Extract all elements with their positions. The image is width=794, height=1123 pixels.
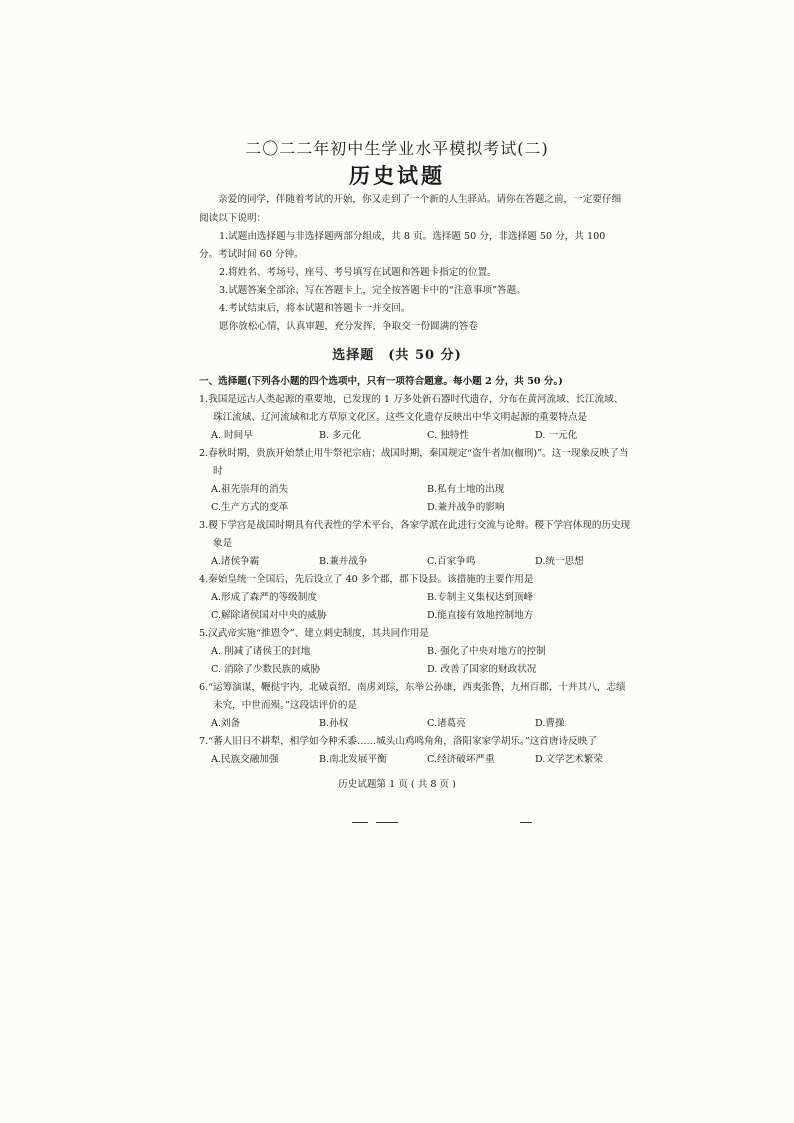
option-grid [199,589,631,625]
option-c: C.百家争鸣 [427,556,476,567]
question-list [199,391,631,769]
option-b: B. 强化了中央对地方的控制 [427,646,546,657]
option-d: D.文学艺术繁荣 [535,754,603,765]
section-title [0,344,794,363]
notice-list [199,228,625,336]
question-stem: 3.稷下学宫是战国时期具有代表性的学术平台，各家学派在此进行交流与论辩。稷下学宫体现的历史现象是 [199,520,631,549]
option-b: B.兼并战争 [319,556,368,567]
option-d: D.能直接有效地控制地方 [427,610,534,621]
scan-mark [352,822,368,823]
option-b: B.专制主义集权达到顶峰 [427,592,534,603]
option-row [199,751,631,769]
option-d: D. 改善了国家的财政状况 [427,664,537,675]
option-row [199,715,631,733]
question-1 [199,391,631,445]
intro-paragraph: 亲爱的同学，伴随着考试的开始，你又走到了一个新的人生驿站。请你在答题之前，一定要仔细阅读以下说明： [199,194,622,224]
question-stem: 4.秦始皇统一全国后，先后设立了 40 多个郡，郡下设县。该措施的主要作用是 [199,574,534,585]
option-c: C.诸葛亮 [427,718,466,729]
option-grid [199,481,631,517]
question-stem: 1.我国是远古人类起源的重要地，已发现的 1 万多处新石器时代遗存，分布在黄河流域、长江流域、珠江流域、辽河流域和北方草原文化区。这些文化遗存反映出中华文明起源的重要特点是 [199,394,624,423]
notice-item: 2.将姓名、考场号、座号、考号填写在试题和答题卡指定的位置。 [219,267,497,278]
question-2 [199,445,631,517]
option-row [199,427,631,445]
option-c: C.解除诸侯国对中央的威胁 [211,610,327,621]
question-5 [199,625,631,679]
option-a: A.诸侯争霸 [211,556,260,567]
option-a: A. 时间早 [211,430,253,441]
notice-item: 1.试题由选择题与非选择题两部分组成，共 8 页。选择题 50 分，非选择题 50 分，共 100 分。考试时间 60 分钟。 [199,231,606,260]
question-6 [199,679,631,733]
option-a: A.刘备 [211,718,241,729]
exam-title: 二〇二二年初中生学业水平模拟考试(二) [245,139,549,158]
option-d: D. 一元化 [535,430,578,441]
notice-item: 3.试题答案全部涂、写在答题卡上，完全按答题卡中的“注意事项”答题。 [219,285,526,296]
option-c: C.生产方式的变革 [211,502,289,513]
option-c: C. 独特性 [427,430,469,441]
option-a: A.民族交融加强 [211,754,279,765]
option-d: D.曹操 [535,718,565,729]
option-d: D.统一思想 [535,556,584,567]
question-4 [199,571,631,625]
option-b: B.南北发展平衡 [319,754,387,765]
closing-wish: 愿你放松心情，认真审题，充分发挥，争取交一份圆满的答卷 [219,321,479,332]
question-stem: 7.“蕃人旧日不耕犁，相学如今种禾黍……城头山鸡鸣角角，洛阳家家学胡乐。”这首唐诗反映了 [199,736,597,747]
question-stem: 6.“运筹演谋，鞭挞宇内，北破袁绍，南虏刘琮，东举公孙康，西夷张鲁，九州百郡，十并其八，志绩未究，中世而殒。”这段话评价的是 [199,682,626,711]
option-a: A. 削减了诸侯王的封地 [211,646,311,657]
section-name: 选择题 [332,348,375,363]
question-stem: 5.汉武帝实施“推恩令”、建立刺史制度，其共同作用是 [199,628,430,639]
option-grid [199,643,631,679]
scan-mark [376,822,398,823]
option-b: B.孙权 [319,718,349,729]
option-a: A.形成了森严的等级制度 [211,592,317,603]
option-d: D.兼并战争的影响 [427,502,505,513]
notice-item: 4.考试结束后，将本试题和答题卡一并交回。 [219,303,411,314]
question-3 [199,517,631,571]
subject-title: 历史试题 [349,163,445,188]
question-7 [199,733,631,769]
question-stem: 2.春秋时期，贵族开始禁止用牛祭祀宗庙；战国时期，秦国规定“盗牛者加(枷刑)”。这一现象反映了当时 [199,448,629,477]
option-b: B.私有土地的出现 [427,484,505,495]
section-instruction: 一、选择题(下列各小题的四个选项中，只有一项符合题意。每小题 2 分，共 50 分。) [199,376,563,387]
page-footer: 历史试题第 1 页 ( 共 8 页 ) [338,779,456,790]
option-a: A.祖先崇拜的消失 [211,484,289,495]
option-c: C.经济破坏严重 [427,754,495,765]
option-b: B. 多元化 [319,430,361,441]
section-points: (共 50 分) [388,348,462,363]
scan-mark [520,822,532,823]
option-row [199,553,631,571]
option-c: C. 消除了少数民族的威胁 [211,664,321,675]
